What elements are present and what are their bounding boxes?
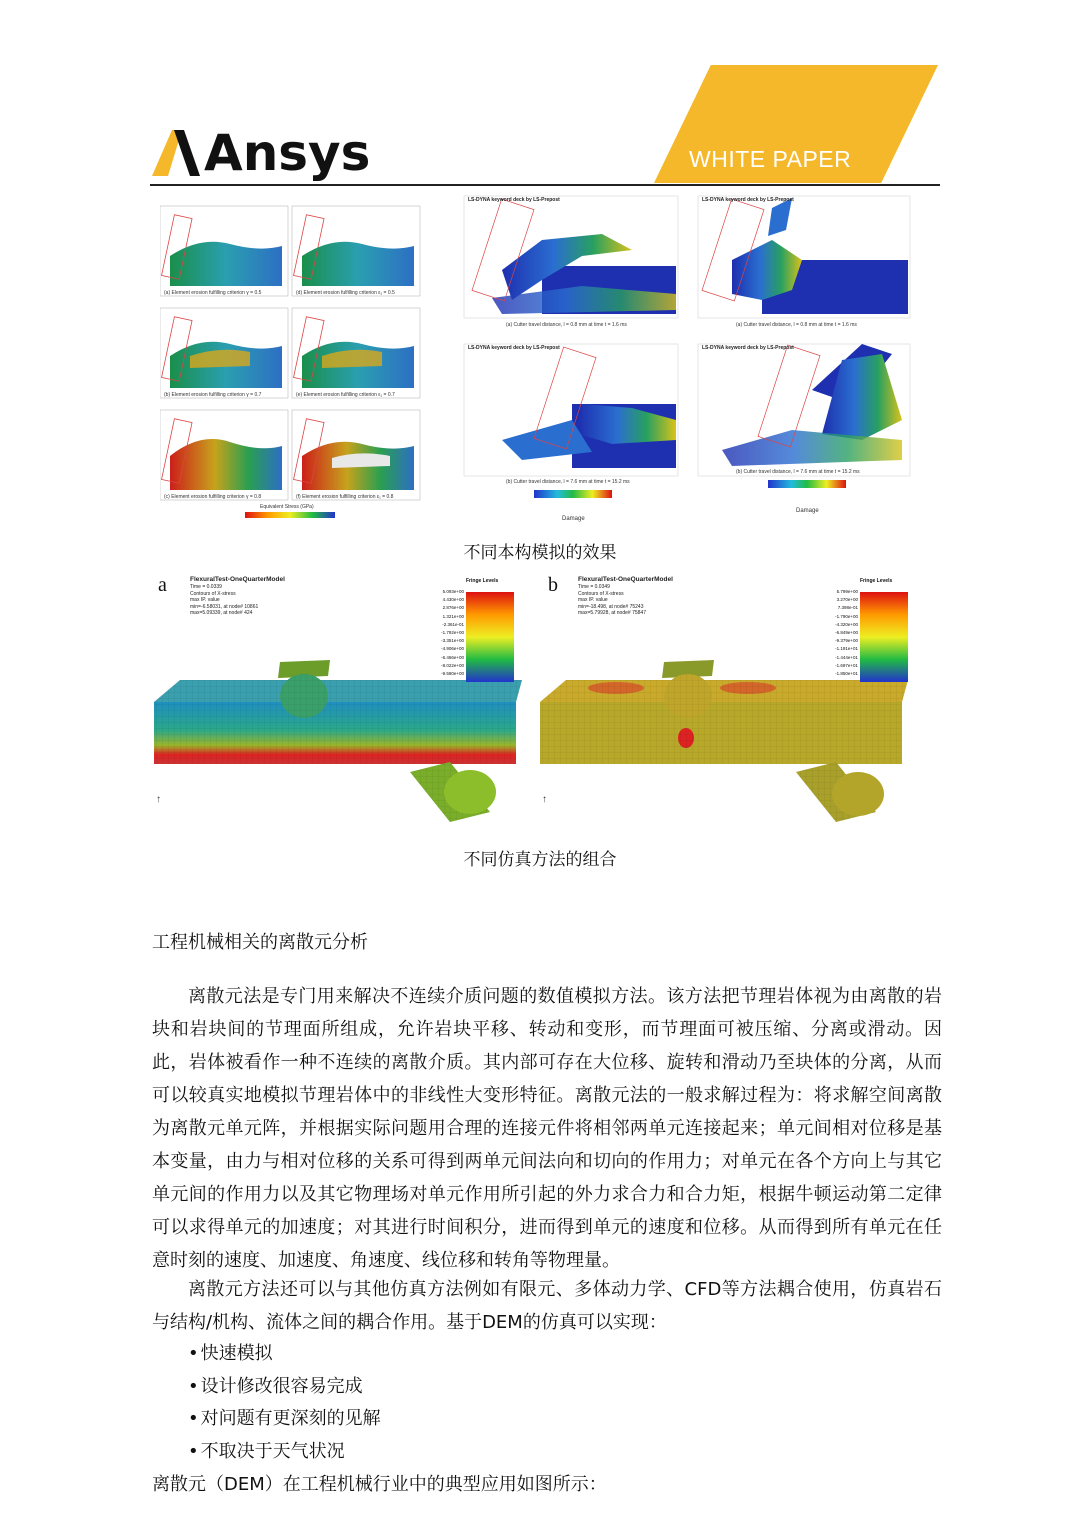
- damage-legend-bar-2: [768, 480, 846, 488]
- figure1-right-panel: [462, 190, 912, 526]
- cutter-plot-1: [464, 196, 678, 318]
- panel-b-info-line: max=5.79928, at node# 75847: [578, 610, 646, 616]
- fringe-level: -3.351e+00: [441, 638, 464, 644]
- subcaption-d: (d) Element erosion fulfilling criterion ε₁ = 0.5: [296, 290, 395, 296]
- damage-legend-bar-1: [534, 490, 612, 498]
- list-item: • 设计修改很容易完成: [188, 1371, 381, 1404]
- panel-a-legend-title: Fringe Levels: [466, 578, 499, 584]
- fringe-level: 4.430e+00: [442, 597, 464, 603]
- fringe-level: -1.697e+01: [835, 662, 858, 668]
- subcaption-a: (a) Element erosion fulfilling criterion γ = 0.5: [164, 290, 262, 296]
- brand-name: Ansys: [204, 124, 371, 182]
- stress-legend-title: Equivalent Stress (GPa): [260, 504, 314, 510]
- panel-a-info-line: max IP. value: [190, 597, 220, 603]
- cutter-plot-3: [464, 344, 678, 476]
- subcaption-e: (e) Element erosion fulfilling criterion ε₁ = 0.7: [296, 392, 395, 398]
- figure1-left-panel: [160, 196, 422, 526]
- fringe-level: 2.876e+00: [442, 605, 464, 611]
- cutter-subcaption-4: (b) Cutter travel distance, l = 7.6 mm at time t = 15.2 ms: [736, 469, 860, 475]
- fringe-legend-bar-b: [860, 592, 908, 682]
- svg-text:↑: ↑: [156, 794, 161, 805]
- erosion-plot-f: [292, 410, 420, 500]
- cutter-subcaption-2: (a) Cutter travel distance, l = 0.8 mm at time t = 1.6 ms: [736, 322, 857, 328]
- ansys-chevron-icon: [152, 130, 202, 176]
- panel-b-legend-title: Fringe Levels: [860, 578, 893, 584]
- subcaption-f: (f) Element erosion fulfilling criterion ε₁ = 0.8: [296, 494, 394, 500]
- deck-label-3: LS-DYNA keyword deck by LS-Prepost: [468, 345, 560, 351]
- panel-b-info-line: max IP. value: [578, 597, 608, 603]
- list-item: • 快速模拟: [188, 1338, 381, 1371]
- fringe-legend-bar-a: [466, 592, 514, 682]
- fringe-level: -9.580e+00: [441, 671, 464, 677]
- fringe-level: -1.444e+01: [835, 654, 858, 660]
- benefit-list: [188, 1338, 381, 1468]
- fringe-level: -1.191e+01: [835, 646, 858, 652]
- document-type-label: WHITE PAPER: [689, 146, 852, 172]
- fringe-level: 7.398e-01: [837, 605, 858, 611]
- closing-sentence: 离散元（DEM）在工程机械行业中的典型应用如图所示：: [152, 1474, 607, 1495]
- fringe-level: -1.790e+00: [835, 613, 858, 619]
- erosion-plot-a: [160, 206, 288, 296]
- deck-label-1: LS-DYNA keyword deck by LS-Prepost: [468, 197, 560, 203]
- fringe-level: -4.906e+00: [441, 646, 464, 652]
- header-rule: [150, 184, 940, 186]
- panel-b-info: [578, 584, 646, 617]
- erosion-plot-d: [292, 206, 420, 296]
- deck-label-4: LS-DYNA keyword deck by LS-Prepost: [702, 345, 794, 351]
- panel-b-info-line: min=-18.498, at node# 75243: [578, 603, 644, 610]
- panel-a-info-line: Contours of X-stress: [190, 590, 236, 597]
- section-title: 工程机械相关的离散元分析: [152, 932, 368, 953]
- panel-b-levels: [826, 588, 858, 678]
- figure2-caption: 不同仿真方法的组合: [463, 850, 617, 870]
- svg-text:↑: ↑: [542, 794, 547, 805]
- panel-a-info-line: max=5.09339, at node# 424: [190, 610, 253, 616]
- panel-letter-b: b: [548, 574, 558, 596]
- figure2-panel-b: [536, 572, 912, 834]
- cutter-subcaption-1: (a) Cutter travel distance, l = 0.8 mm at time t = 1.6 ms: [506, 322, 627, 328]
- erosion-plot-c: [160, 410, 288, 500]
- fringe-level: -4.320e+00: [835, 621, 858, 627]
- cutter-plot-4: [698, 344, 910, 476]
- body-paragraph-2: 离散元方法还可以与其他仿真方法例如有限元、多体动力学、CFD等方法耦合使用，仿真岩石与结构/机构、流体之间的耦合作用。基于DEM的仿真可以实现：: [152, 1279, 942, 1333]
- deck-label-2: LS-DYNA keyword deck by LS-Prepost: [702, 197, 794, 203]
- cutter-plot-2: [698, 196, 910, 318]
- panel-a-info-line: Time = 0.0339: [190, 584, 222, 590]
- fringe-level: -6.849e+00: [835, 630, 858, 636]
- list-item: • 不取决于天气状况: [188, 1436, 381, 1469]
- list-item: • 对问题有更深刻的见解: [188, 1403, 381, 1436]
- fringe-level: 5.799e+00: [836, 589, 858, 594]
- cutter-simulation-image: [462, 190, 912, 526]
- damage-legend-title-1: Damage: [562, 516, 585, 522]
- panel-b-info-line: Contours of X-stress: [578, 590, 624, 597]
- fringe-level: 3.270e+00: [836, 597, 858, 603]
- erosion-plot-b: [160, 308, 288, 398]
- panel-a-info: [190, 584, 258, 617]
- panel-letter-a: a: [158, 574, 167, 596]
- brand-logo: [152, 118, 370, 188]
- figure1-caption: 不同本构模拟的效果: [463, 543, 617, 563]
- fringe-level: -6.466e+00: [441, 654, 464, 660]
- body-paragraph-1: 离散元法是专门用来解决不连续介质问题的数值模拟方法。该方法把节理岩体视为由离散的岩块和岩块间的节理面所组成，允许岩块平移、转动和变形，而节理面可被压缩、分离或滑动。因此，岩体被看作一种不连续的离散介质。其内部可存在大位移、旋转和滑动乃至块体的分离，从而可以较真实地模拟节理岩体中的非线性大变形特征。离散元法的一般求解过程为：将求解空间离散为离散元单元阵，并根据实际问题用合理的连接元件将相邻两单元连接起来；单元间相对位移是基本变量，由力与相对位移的关系可得到两单元间法向和切向的作用力；对单元在各个方向上与其它单元间的作用力以及其它物理场对单元作用所引起的外力求合力和合力矩，根据牛顿运动第二定律可以求得单元的加速度；对其进行时间积分，进而得到单元的速度和位移。从而得到所有单元在任意时刻的速度、加速度、角速度、线位移和转角等物理量。: [152, 986, 942, 1271]
- stress-legend-bar: [245, 512, 335, 518]
- damage-legend-title-2: Damage: [796, 508, 819, 514]
- fringe-level: -1.792e+00: [441, 630, 464, 636]
- fringe-level: -8.022e+00: [441, 662, 464, 668]
- panel-b-title: FlexuralTest-OneQuarterModel: [578, 576, 673, 583]
- fringe-level: -2.361e-01: [442, 621, 464, 627]
- figure2-panel-a: [150, 572, 522, 834]
- subcaption-b: (b) Element erosion fulfilling criterion γ = 0.7: [164, 392, 262, 398]
- fringe-level: -9.379e+00: [835, 638, 858, 644]
- panel-b-info-line: Time = 0.0349: [578, 584, 610, 590]
- cutter-subcaption-3: (b) Cutter travel distance, l = 7.6 mm at time t = 15.2 ms: [506, 479, 630, 485]
- panel-a-levels: [432, 588, 464, 678]
- subcaption-c: (c) Element erosion fulfilling criterion γ = 0.8: [164, 494, 262, 500]
- erosion-plot-e: [292, 308, 420, 398]
- fringe-level: 5.093e+00: [442, 589, 464, 594]
- erosion-plots-image: [160, 196, 422, 526]
- fringe-level: -1.850e+01: [835, 671, 858, 677]
- panel-a-title: FlexuralTest-OneQuarterModel: [190, 576, 285, 583]
- fringe-level: 1.321e+00: [442, 613, 464, 619]
- panel-a-info-line: min=-6.58031, at node# 10861: [190, 603, 259, 610]
